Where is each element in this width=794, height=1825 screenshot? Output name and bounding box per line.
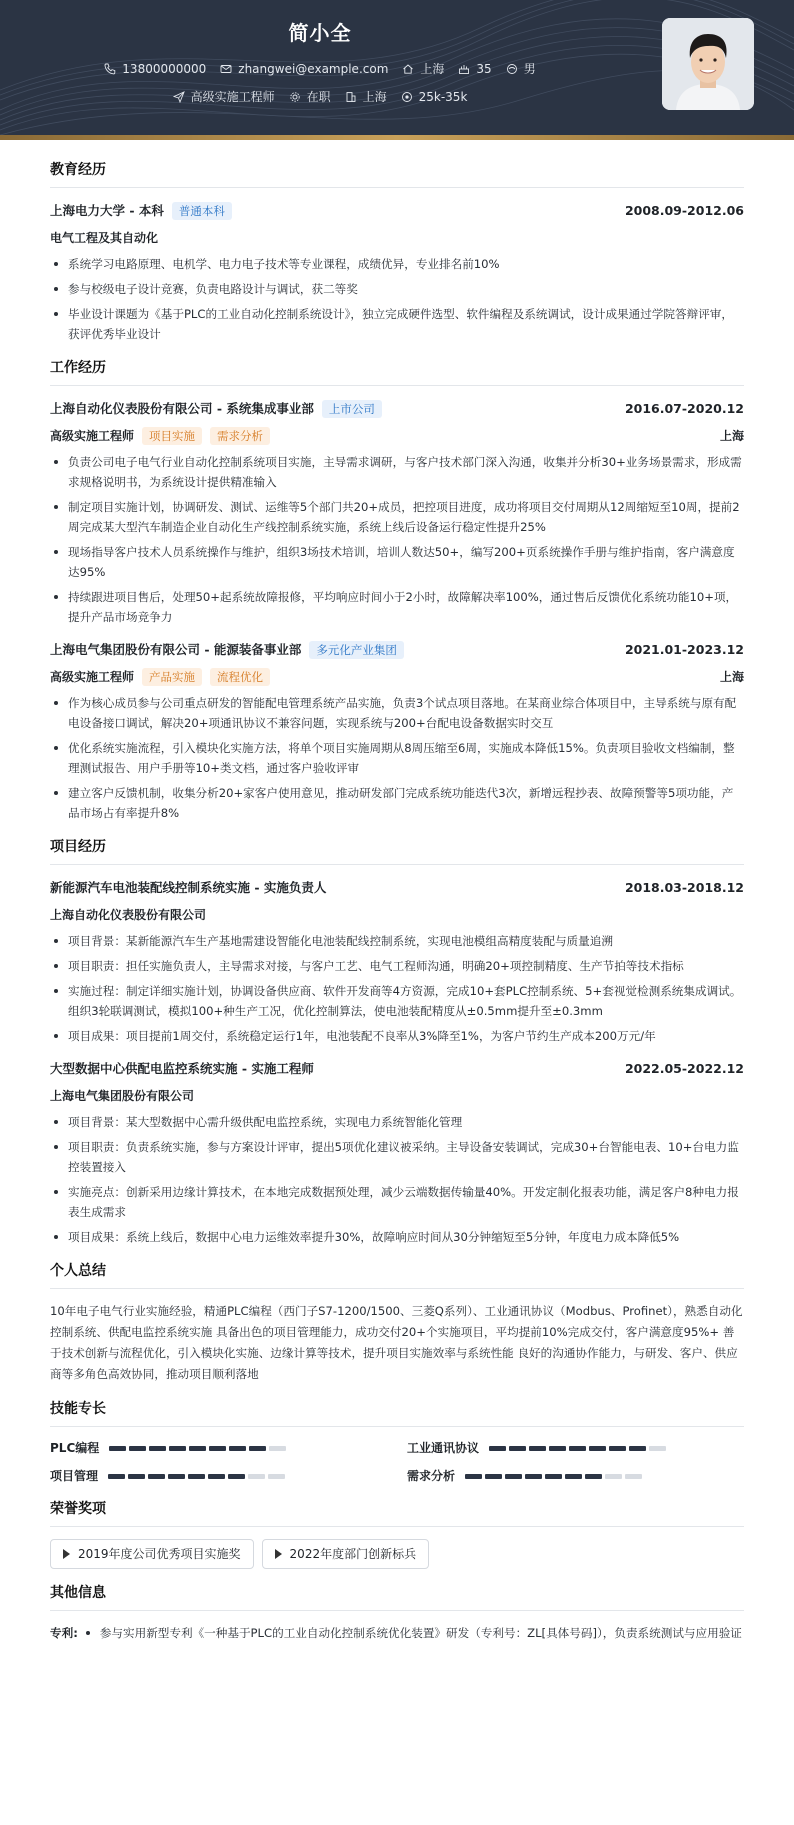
work-entry <box>50 398 744 627</box>
status-item <box>289 88 331 106</box>
skill-bar-filled <box>569 1446 586 1451</box>
other-title: 其他信息 <box>50 1583 744 1611</box>
phone-text: 13800000000 <box>122 62 207 76</box>
work-city: 上海 <box>719 670 744 684</box>
project-entry-head <box>50 877 744 899</box>
work-section <box>50 358 744 823</box>
work-bullets <box>50 693 744 823</box>
skill-bar-filled <box>208 1474 225 1479</box>
skill-name: 项目管理 <box>50 1469 99 1483</box>
education-major-row <box>50 226 744 250</box>
company-name: 上海自动化仪表股份有限公司 - 系统集成事业部 <box>50 400 314 416</box>
patent-row <box>50 1623 744 1648</box>
project-bullets <box>50 1112 744 1247</box>
skill-name: PLC编程 <box>50 1441 100 1455</box>
patent-label: 专利: <box>50 1626 78 1640</box>
skill-name: 需求分析 <box>407 1469 456 1483</box>
work-date: 2016.07-2020.12 <box>624 400 744 416</box>
skills-grid <box>50 1439 744 1485</box>
skills-section <box>50 1399 744 1485</box>
email-text: zhangwei@example.com <box>238 62 389 76</box>
gear-icon <box>289 91 301 103</box>
company-name: 上海电气集团股份有限公司 - 能源装备事业部 <box>50 641 302 657</box>
list-item: 实施亮点：创新采用边缘计算技术，在本地完成数据预处理，减少云端数据传输量40%。开发定制化报表功能，满足客户8种电力报表生成需求 <box>50 1182 744 1222</box>
award-item <box>262 1539 430 1569</box>
work-date: 2021.01-2023.12 <box>624 641 744 657</box>
list-item: 系统学习电路原理、电机学、电力电子技术等专业课程，成绩优异，专业排名前10% <box>50 254 744 274</box>
award-label: 2019年度公司优秀项目实施奖 <box>78 1547 241 1561</box>
home-icon <box>402 63 414 75</box>
skill-bar-filled <box>129 1446 146 1451</box>
summary-title: 个人总结 <box>50 1261 744 1289</box>
skill-bar-filled <box>509 1446 526 1451</box>
skill-level-bars <box>489 1446 666 1451</box>
skill-bar-filled <box>169 1446 186 1451</box>
project-date: 2022.05-2022.12 <box>624 1060 744 1076</box>
award-item <box>50 1539 254 1569</box>
company-tag: 多元化产业集团 <box>309 641 404 659</box>
email-item <box>220 60 388 78</box>
skill-name: 工业通讯协议 <box>407 1441 480 1455</box>
education-title: 教育经历 <box>50 160 744 188</box>
skill-bar-empty <box>268 1474 285 1479</box>
other-section <box>50 1583 744 1648</box>
skill-bar-filled <box>505 1474 522 1479</box>
award-label: 2022年度部门创新标兵 <box>289 1547 417 1561</box>
skill-bar-empty <box>269 1446 286 1451</box>
education-entry <box>50 200 744 344</box>
project-name: 大型数据中心供配电监控系统实施 - 实施工程师 <box>50 1060 314 1076</box>
role-name: 高级实施工程师 <box>50 670 135 684</box>
salary-text: 25k-35k <box>418 90 468 104</box>
list-item: 实施过程：制定详细实施计划，协调设备供应商、软件开发商等4方资源，完成10+套PLC控制系统、5+套视觉检测系统集成调试。组织3轮联调测试，模拟100+种生产工况，优化控制算法，使电池装配精度从±0.5mm提升至±0.3mm <box>50 981 744 1021</box>
work-company-row <box>50 400 382 419</box>
skill-bar-empty <box>605 1474 622 1479</box>
avatar-photo-icon <box>662 18 754 110</box>
skill-bar-filled <box>529 1446 546 1451</box>
resume-header <box>0 0 794 140</box>
skill-bar-filled <box>565 1474 582 1479</box>
list-item: 项目成果：项目提前1周交付，系统稳定运行1年，电池装配不良率从3%降至1%，为客户节约生产成本200万元/年 <box>50 1026 744 1046</box>
cake-icon <box>458 63 470 75</box>
mail-icon <box>220 63 232 75</box>
list-item: 优化系统实施流程，引入模块化实施方法，将单个项目实施周期从8周压缩至6周，实施成本降低15%。负责项目验收文档编制，整理测试报告、用户手册等10+类文档，通过客户验收评审 <box>50 738 744 778</box>
gender-item <box>506 60 536 78</box>
summary-text: 10年电子电气行业实施经验，精通PLC编程（西门子S7-1200/1500、三菱Q系列）、工业通讯协议（Modbus、Profinet），熟悉自动化控制系统、供配电监控系统实施 具备出色的项目管理能力，成功交付20+个实施项目，平均提前10%完成交付，客户满意度95%+ 善于技术创新与流程优化，引入模块化实施、边缘计算等技术，提升项目实施效率与系统性能 良好的沟通协作能力，与研发、客户、供应商等多角色高效协同，推动项目顺利落地 <box>50 1304 743 1381</box>
contact-row <box>0 60 640 78</box>
project-org: 上海电气集团股份有限公司 <box>50 1089 195 1103</box>
list-item: 毕业设计课题为《基于PLC的工业自动化控制系统设计》，独立完成硬件选型、软件编程及系统调试，设计成果通过学院答辩评审，获评优秀毕业设计 <box>50 304 744 344</box>
major-name: 电气工程及其自动化 <box>50 231 159 245</box>
education-school-row <box>50 202 232 221</box>
list-item: 项目职责：担任实施负责人，主导需求对接，与客户工艺、电气工程师沟通，明确20+项控制精度、生产节拍等技术指标 <box>50 956 744 976</box>
city-item <box>402 60 444 78</box>
role-tag: 项目实施 <box>142 427 202 445</box>
skill-bar-empty <box>248 1474 265 1479</box>
skill-bar-filled <box>629 1446 646 1451</box>
building-icon <box>345 91 357 103</box>
list-item: 持续跟进项目售后，处理50+起系统故障报修，平均响应时间小于2小时，故障解决率100%，通过售后反馈优化系统功能10+项，提升产品市场竞争力 <box>50 587 744 627</box>
work-title: 工作经历 <box>50 358 744 386</box>
awards-title: 荣誉奖项 <box>50 1499 744 1527</box>
age-text: 35 <box>476 62 492 76</box>
skill-item <box>407 1439 744 1457</box>
resume-content <box>0 140 794 1648</box>
list-item: 制定项目实施计划，协调研发、测试、运维等5个部门共20+成员，把控项目进度，成功将项目交付周期从12周缩短至10周，提前2周完成某大型汽车制造企业自动化生产线控制系统实施，系统上线后设备运行稳定性提升25% <box>50 497 744 537</box>
skill-bar-filled <box>489 1446 506 1451</box>
skill-bar-filled <box>525 1474 542 1479</box>
target-city-item <box>345 88 387 106</box>
work-entry <box>50 639 744 823</box>
skill-item <box>50 1439 387 1457</box>
skills-title: 技能专长 <box>50 1399 744 1427</box>
skill-bar-filled <box>549 1446 566 1451</box>
education-date: 2008.09-2012.06 <box>624 202 744 218</box>
list-item: 项目背景：某大型数据中心需升级供配电监控系统，实现电力系统智能化管理 <box>50 1112 744 1132</box>
work-company-row <box>50 641 404 660</box>
project-org-row <box>50 1084 744 1108</box>
project-name: 新能源汽车电池装配线控制系统实施 - 实施负责人 <box>50 879 327 895</box>
awards-section <box>50 1499 744 1569</box>
list-item: 项目成果：系统上线后，数据中心电力运维效率提升30%，故障响应时间从30分钟缩短至5分钟，年度电力成本降低5% <box>50 1227 744 1247</box>
target-role-item <box>173 88 275 106</box>
patent-bullets <box>82 1623 742 1648</box>
skill-bar-filled <box>209 1446 226 1451</box>
skill-bar-filled <box>168 1474 185 1479</box>
skill-bar-filled <box>229 1446 246 1451</box>
phone-icon <box>104 63 116 75</box>
work-role-row <box>50 665 744 689</box>
target-city-text: 上海 <box>362 90 387 104</box>
skill-bar-filled <box>189 1446 206 1451</box>
education-bullets <box>50 254 744 344</box>
skill-bar-filled <box>589 1446 606 1451</box>
skill-item <box>50 1467 387 1485</box>
role-tag: 产品实施 <box>142 668 202 686</box>
list-item: 参与实用新型专利《一种基于PLC的工业自动化控制系统优化装置》研发（专利号：ZL[具体号码]），负责系统测试与应用验证 <box>82 1623 742 1643</box>
school-tag: 普通本科 <box>172 202 232 220</box>
education-entry-head <box>50 200 744 222</box>
project-date: 2018.03-2018.12 <box>624 879 744 895</box>
skill-bar-filled <box>249 1446 266 1451</box>
education-section <box>50 160 744 344</box>
company-tag: 上市公司 <box>322 400 382 418</box>
projects-section <box>50 837 744 1247</box>
skill-bar-filled <box>585 1474 602 1479</box>
work-city: 上海 <box>719 429 744 443</box>
list-item: 建立客户反馈机制，收集分析20+家客户使用意见，推动研发部门完成系统功能迭代3次，新增远程抄表、故障预警等5项功能，产品市场占有率提升8% <box>50 783 744 823</box>
skill-bar-filled <box>188 1474 205 1479</box>
gender-text: 男 <box>523 62 536 76</box>
salary-item <box>401 88 468 106</box>
list-item: 项目背景：某新能源汽车生产基地需建设智能化电池装配线控制系统，实现电池模组高精度装配与质量追溯 <box>50 931 744 951</box>
age-item <box>458 60 491 78</box>
work-role-row <box>50 424 744 448</box>
school-name: 上海电力大学 - 本科 <box>50 202 164 218</box>
skill-bar-filled <box>609 1446 626 1451</box>
skill-item <box>407 1467 744 1485</box>
awards-list <box>50 1539 744 1569</box>
project-entry <box>50 1058 744 1247</box>
job-intent-row <box>0 88 640 106</box>
skill-bar-filled <box>545 1474 562 1479</box>
skill-bar-empty <box>625 1474 642 1479</box>
candidate-name: 简小全 <box>288 21 352 45</box>
skill-bar-filled <box>109 1446 126 1451</box>
skill-bar-filled <box>128 1474 145 1479</box>
work-role-group <box>50 427 270 445</box>
skill-level-bars <box>465 1474 642 1479</box>
work-role-group <box>50 668 270 686</box>
project-entry-head <box>50 1058 744 1080</box>
header-accent-strip <box>0 135 794 140</box>
city-text: 上海 <box>420 62 445 76</box>
work-entry-head <box>50 398 744 420</box>
project-org: 上海自动化仪表股份有限公司 <box>50 908 207 922</box>
skill-bar-filled <box>485 1474 502 1479</box>
project-org-row <box>50 903 744 927</box>
skill-bar-filled <box>149 1446 166 1451</box>
skill-bar-filled <box>465 1474 482 1479</box>
skill-bar-filled <box>148 1474 165 1479</box>
skill-level-bars <box>108 1474 285 1479</box>
project-entry <box>50 877 744 1046</box>
projects-title: 项目经历 <box>50 837 744 865</box>
phone-item <box>104 60 206 78</box>
role-tag: 需求分析 <box>210 427 270 445</box>
role-tag: 流程优化 <box>210 668 270 686</box>
play-triangle-icon <box>63 1549 70 1559</box>
target-icon <box>401 91 413 103</box>
skill-bar-empty <box>649 1446 666 1451</box>
list-item: 作为核心成员参与公司重点研发的智能配电管理系统产品实施，负责3个试点项目落地。在某商业综合体项目中，主导系统与原有配电设备接口调试，解决20+项通讯协议不兼容问题，实现系统与200+台配电设备数据实时交互 <box>50 693 744 733</box>
skill-bar-filled <box>108 1474 125 1479</box>
skill-level-bars <box>109 1446 286 1451</box>
role-name: 高级实施工程师 <box>50 429 135 443</box>
skill-bar-filled <box>228 1474 245 1479</box>
list-item: 参与校级电子设计竞赛，负责电路设计与调试，获二等奖 <box>50 279 744 299</box>
list-item: 现场指导客户技术人员系统操作与维护，组织3场技术培训，培训人数达50+，编写200+页系统操作手册与维护指南，客户满意度达95% <box>50 542 744 582</box>
send-icon <box>173 91 185 103</box>
target-role-text: 高级实施工程师 <box>190 90 275 104</box>
avatar <box>662 18 754 110</box>
work-entry-head <box>50 639 744 661</box>
project-bullets <box>50 931 744 1046</box>
list-item: 负责公司电子电气行业自动化控制系统项目实施，主导需求调研，与客户技术部门深入沟通，收集并分析30+业务场景需求，形成需求规格说明书，为系统设计提供精准输入 <box>50 452 744 492</box>
gender-icon <box>506 63 518 75</box>
play-triangle-icon <box>275 1549 282 1559</box>
work-bullets <box>50 452 744 627</box>
status-text: 在职 <box>306 90 331 104</box>
list-item: 项目职责：负责系统实施，参与方案设计评审，提出5项优化建议被采纳。主导设备安装调试，完成30+台智能电表、10+台电力监控装置接入 <box>50 1137 744 1177</box>
summary-section <box>50 1261 744 1385</box>
